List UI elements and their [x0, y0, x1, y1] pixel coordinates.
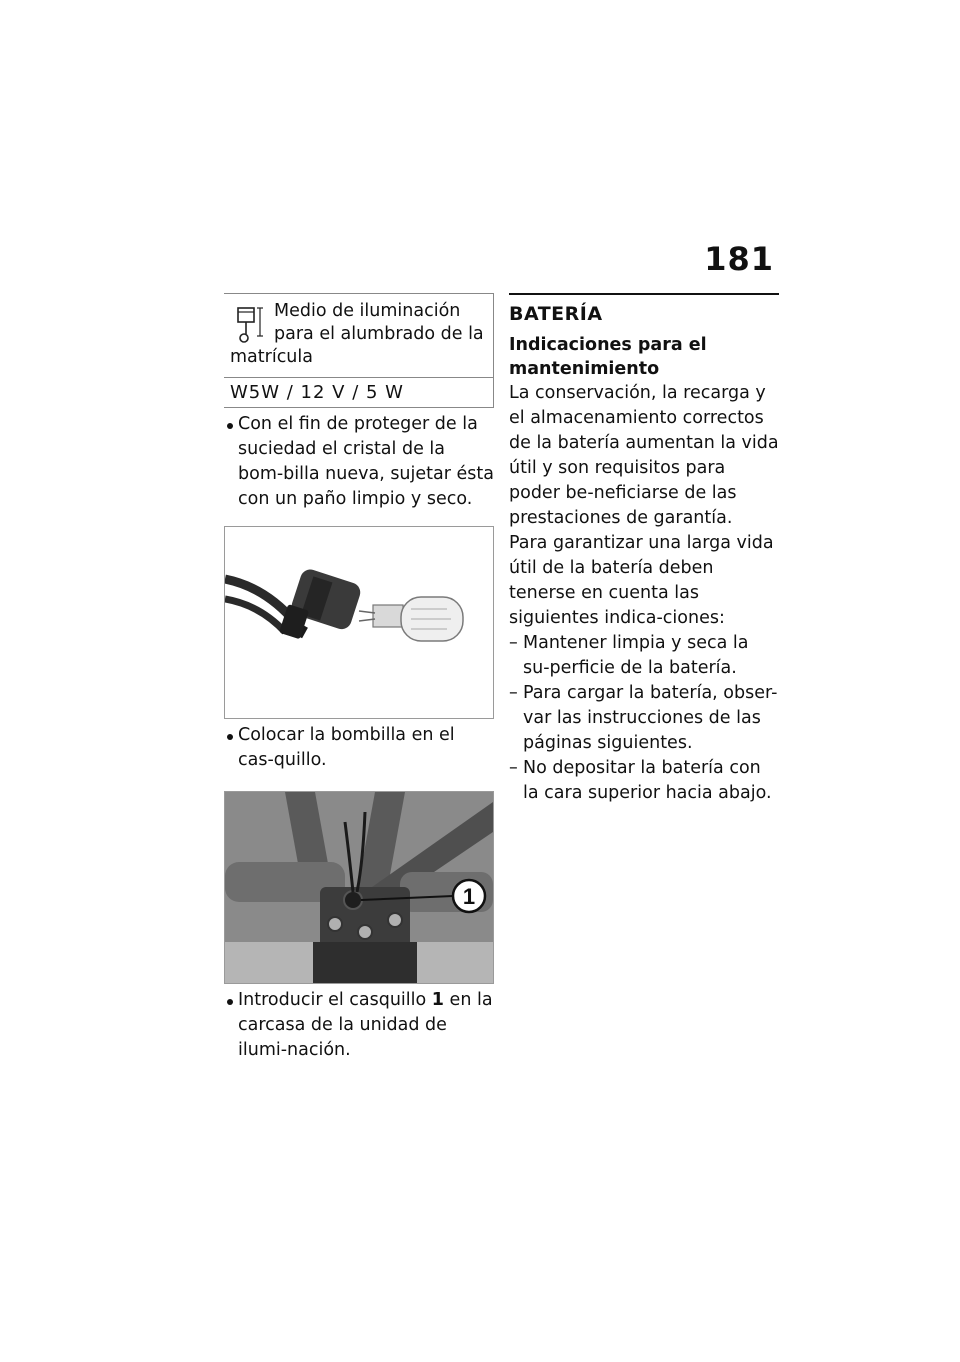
- list-item: – Para cargar la batería, obser-var las instrucciones de las páginas siguientes.: [509, 683, 778, 753]
- spec-table: [224, 293, 494, 408]
- list-item-text: No depositar la batería con la cara superior hacia abajo.: [523, 758, 772, 803]
- spec-value: W5W / 12 V / 5 W: [224, 378, 494, 407]
- bullet-dot: [227, 999, 233, 1005]
- bulb-socket-illustration: [225, 527, 493, 718]
- list-item-text: Para cargar la batería, obser-var las instrucciones de las páginas siguientes.: [523, 683, 778, 753]
- page-number: 181: [704, 240, 774, 278]
- bullet-text: [238, 988, 494, 1063]
- bullet-item: [224, 412, 494, 512]
- reference-number: 1: [431, 990, 444, 1010]
- list-item: – Mantener limpia y seca la su-perficie de la batería.: [509, 633, 749, 678]
- bullet-text: Con el fin de proteger de la suciedad el cristal de la bom-billa nueva, sujetar ésta con un paño limpio y seco.: [238, 414, 494, 509]
- bullet-item: [224, 723, 494, 773]
- paragraph: Para garantizar una larga vida útil de la batería deben tenerse en cuenta las siguientes indica-ciones:: [509, 533, 774, 628]
- bullet-text-post: en la carcasa de la unidad de ilumi-nación.: [238, 990, 493, 1060]
- paragraph: La conservación, la recarga y el almacenamiento correctos de la batería aumentan la vida útil y son requisitos para poder be-neficiarse de las prestaciones de garantía.: [509, 383, 779, 528]
- bullet-dot: [227, 423, 233, 429]
- list-item: – No depositar la batería con la cara superior hacia abajo.: [509, 758, 772, 803]
- section-rule: [509, 293, 779, 295]
- subtitle: Indicaciones para el mantenimiento: [509, 335, 707, 379]
- section-title: BATERÍA: [509, 303, 603, 325]
- right-column: [509, 293, 779, 806]
- lighting-unit-figure: [224, 791, 494, 984]
- spec-header: [224, 294, 494, 378]
- bulb-icon: [230, 300, 268, 344]
- callout-1: 1: [462, 884, 476, 909]
- bullet-item: [224, 988, 494, 1063]
- spec-label: Medio de iluminación para el alumbrado de la matrícula: [230, 301, 484, 367]
- bullet-dot: [227, 734, 233, 740]
- bullet-text-pre: Introducir el casquillo: [238, 990, 432, 1010]
- bullet-text: Colocar la bombilla en el cas-quillo.: [238, 725, 455, 770]
- left-column: [224, 293, 494, 1063]
- bulb-socket-figure: [224, 526, 494, 719]
- lighting-unit-illustration: [225, 792, 493, 983]
- list-item-text: Mantener limpia y seca la su-perficie de la batería.: [523, 633, 749, 678]
